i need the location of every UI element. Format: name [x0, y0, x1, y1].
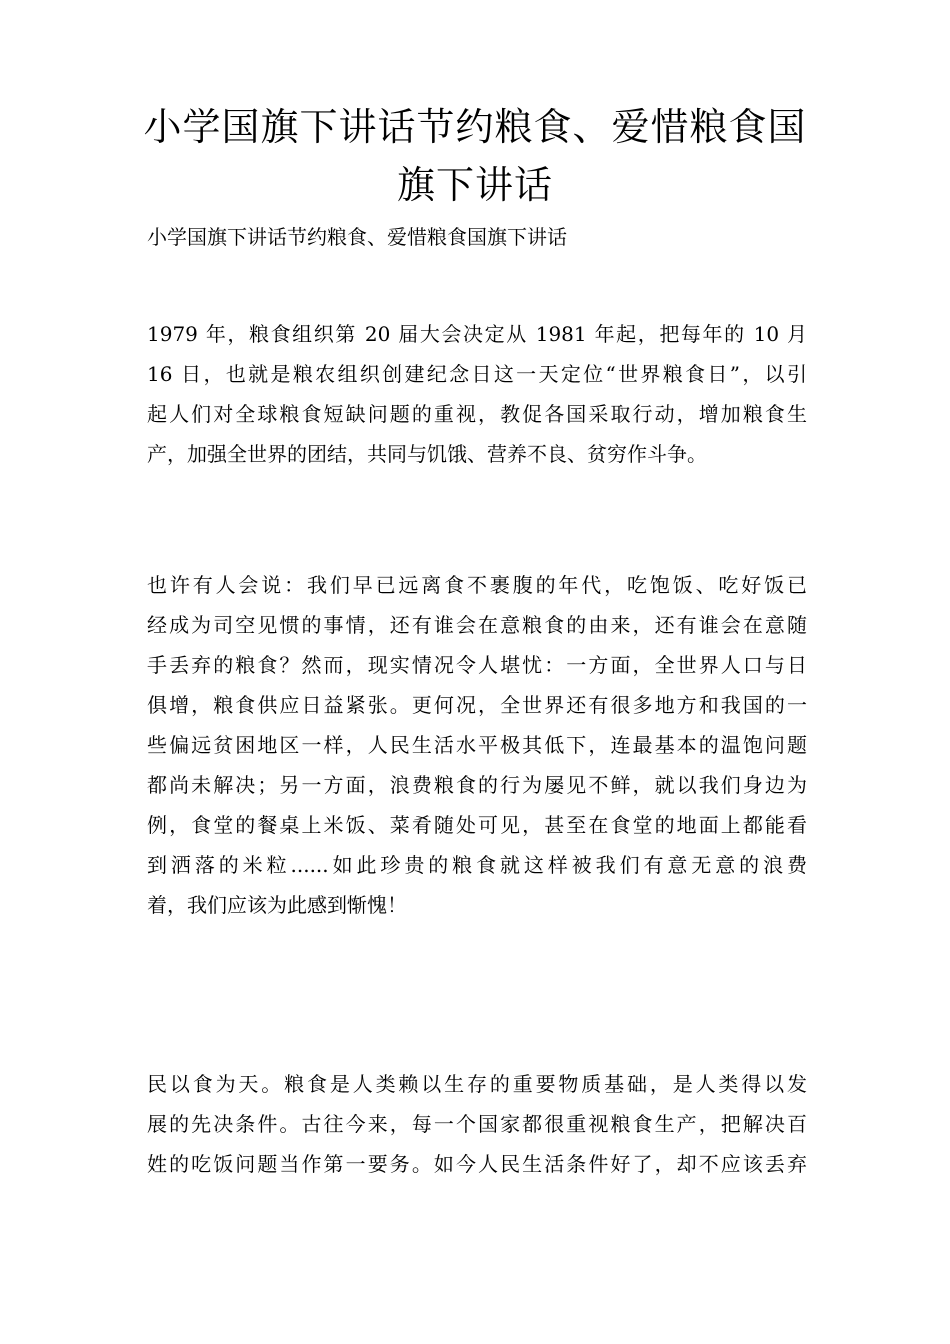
- paragraph-line: 姓的吃饭问题当作第一要务。如今人民生活条件好了，却不应该丢弃: [147, 1152, 807, 1176]
- paragraph-line: 俱增，粮食供应日益紧张。更何况，全世界还有很多地方和我国的一: [147, 693, 807, 717]
- paragraph-2: [147, 565, 807, 925]
- paragraph-line: 手丢弃的粮食？然而，现实情况令人堪忧：一方面，全世界人口与日: [147, 653, 807, 677]
- paragraph-line: 16 日，也就是粮农组织创建纪念日这一天定位“世界粮食日”，以引: [147, 362, 807, 386]
- paragraph-line: 经成为司空见惯的事情，还有谁会在意粮食的由来，还有谁会在意随: [147, 613, 807, 637]
- paragraph-line: 些偏远贫困地区一样，人民生活水平极其低下，连最基本的温饱问题: [147, 733, 807, 757]
- paragraph-3: [147, 1064, 807, 1184]
- paragraph-line: 着，我们应该为此感到惭愧！: [147, 893, 407, 917]
- paragraph-line: 例，食堂的餐桌上米饭、菜肴随处可见，甚至在食堂的地面上都能看: [147, 813, 807, 837]
- paragraph-line: 民以食为天。粮食是人类赖以生存的重要物质基础，是人类得以发: [147, 1072, 807, 1096]
- paragraph-line: 展的先决条件。古往今来，每一个国家都很重视粮食生产，把解决百: [147, 1112, 807, 1136]
- paragraph-line: 也许有人会说：我们早已远离食不裹腹的年代，吃饱饭、吃好饭已: [147, 573, 807, 597]
- title-line: 小学国旗下讲话节约粮食、爱惜粮食国: [143, 105, 807, 149]
- title-line: 旗下讲话: [396, 163, 553, 207]
- document-subtitle: 小学国旗下讲话节约粮食、爱惜粮食国旗下讲话: [147, 225, 567, 249]
- paragraph-line: 1979 年，粮食组织第 20 届大会决定从 1981 年起，把每年的 10 月: [147, 322, 807, 346]
- paragraph-line: 都尚未解决；另一方面，浪费粮食的行为屡见不鲜，就以我们身边为: [147, 773, 807, 797]
- paragraph-1: [147, 314, 807, 474]
- paragraph-line: 起人们对全球粮食短缺问题的重视，教促各国采取行动，增加粮食生: [147, 402, 807, 426]
- paragraph-line: 到洒落的米粒......如此珍贵的粮食就这样被我们有意无意的浪费: [147, 853, 807, 877]
- document-title: [140, 98, 810, 214]
- paragraph-line: 产，加强全世界的团结，共同与饥饿、营养不良、贫穷作斗争。: [147, 442, 707, 466]
